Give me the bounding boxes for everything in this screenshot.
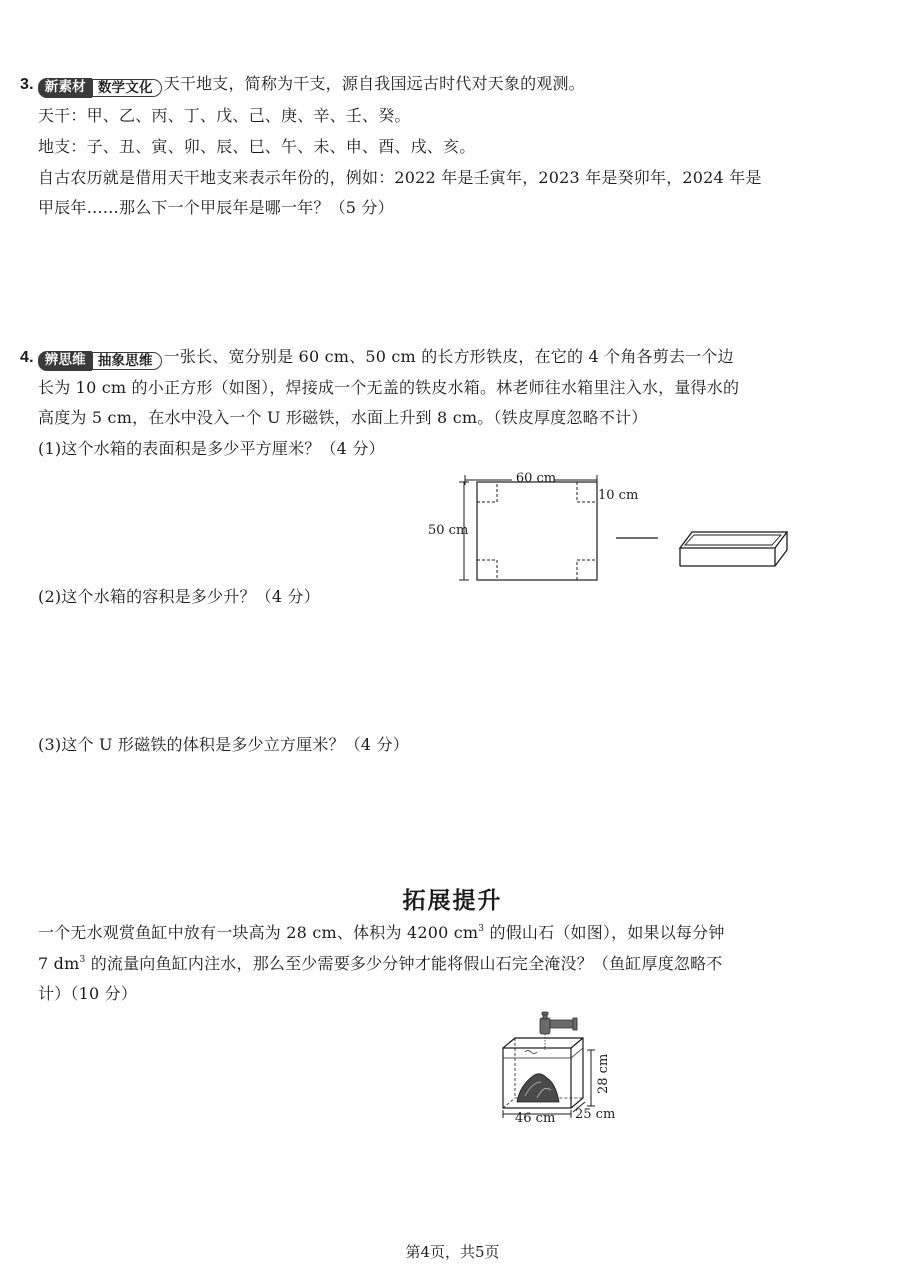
ext-line2-sup: 3 [79,955,86,965]
q4-tag-abstract-thinking: 抽象思维 [92,352,162,370]
ext-line1 [38,922,725,944]
q3-line1 [20,73,585,98]
q3-number: 3. [20,76,34,93]
ext-line1-sup: 3 [478,924,485,934]
q3-tag-math-culture: 数学文化 [92,79,162,97]
ext-line1-a: 一个无水观赏鱼缸中放有一块高为 28 cm、体积为 4200 cm [38,923,479,942]
rock-icon [517,1074,559,1102]
fish-tank-width-label: 25 cm [575,1107,616,1122]
q3-line5: 甲辰年……那么下一个甲辰年是哪一年？（5 分） [38,198,394,217]
fish-tank-length-label: 46 cm [515,1111,556,1126]
faucet-icon [540,1012,577,1034]
q3-tag-new-material: 新素材 [38,78,92,98]
q4-figure [420,462,800,592]
ext-line3: 计）（10 分） [38,984,138,1003]
q4-fig-height-label: 50 cm [428,523,469,538]
ext-line2-b: 的流量向鱼缸内注水，那么至少需要多少分钟才能将假山石完全淹没？（鱼缸厚度忽略不 [85,954,723,973]
q4-fig-open-box [680,532,787,566]
ext-line2 [38,953,723,975]
fish-tank-height-label: 28 cm [596,1053,611,1094]
page-footer: 第4页，共5页 [405,1243,500,1261]
section-title: 拓展提升 [402,888,503,914]
ext-line2-a: 7 dm [38,954,80,973]
q4-tag-thinking: 辨思维 [38,351,92,371]
fish-tank-figure [495,1010,635,1140]
q4-line3: 高度为 5 cm，在水中没入一个 U 形磁铁，水面上升到 8 cm。（铁皮厚度忽略不计） [38,408,648,427]
q4-fig-width-label: 60 cm [515,471,557,486]
q3-tag [38,78,162,98]
q4-fig-corner-label: 10 cm [598,488,639,503]
q4-number: 4. [20,349,34,366]
q4-tag [38,351,162,371]
q3-line2: 天干：甲、乙、丙、丁、戊、己、庚、辛、壬、癸。 [38,106,411,125]
q3-line3: 地支：子、丑、寅、卯、辰、巳、午、未、申、酉、戌、亥。 [38,137,476,156]
ext-line1-b: 的假山石（如图），如果以每分钟 [484,923,725,942]
q4-line1 [20,346,734,371]
q4-text-1: 一张长、宽分别是 60 cm、50 cm 的长方形铁皮，在它的 4 个角各剪去一个边 [163,347,734,366]
q4-sub2: (2)这个水箱的容积是多少升？（4 分） [38,587,320,606]
q4-fig-sheet [477,482,597,580]
q4-sub1: (1)这个水箱的表面积是多少平方厘米？（4 分） [38,439,385,458]
q3-text-1: 天干地支，简称为干支，源自我国远古时代对天象的观测。 [163,74,585,93]
q4-line2: 长为 10 cm 的小正方形（如图），焊接成一个无盖的铁皮水箱。林老师往水箱里注入水，量得水的 [38,378,740,397]
q4-sub3: (3)这个 U 形磁铁的体积是多少立方厘米？（4 分） [38,735,409,754]
q3-line4: 自古农历就是借用天干地支来表示年份的，例如：2022 年是壬寅年，2023 年是癸卯年，2024 年是 [38,168,762,187]
